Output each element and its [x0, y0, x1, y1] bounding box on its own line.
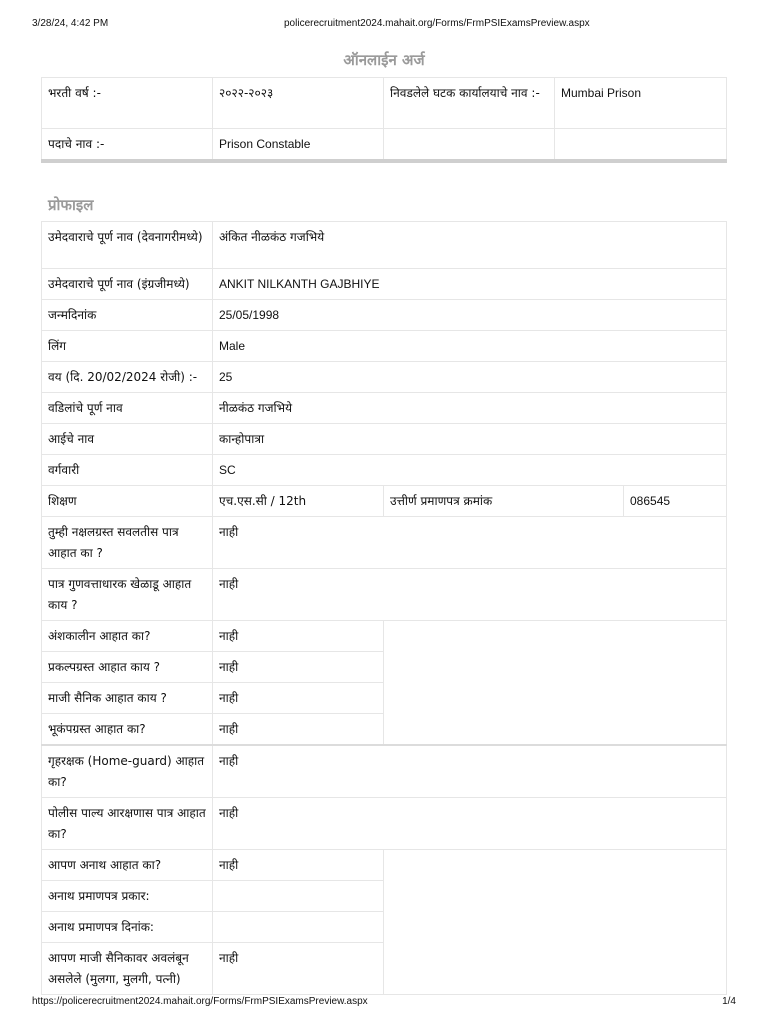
sports-label: पात्र गुणवत्ताधारक खेळाडू आहात काय ?	[42, 569, 213, 621]
ex-serviceman-label: माजी सैनिक आहात काय ?	[42, 683, 213, 714]
gender-value: Male	[213, 331, 727, 362]
unit-office-value: Mumbai Prison	[555, 78, 727, 129]
parttime-label: अंशकालीन आहात का?	[42, 621, 213, 652]
gender-label: लिंग	[42, 331, 213, 362]
education-label: शिक्षण	[42, 486, 213, 517]
recruitment-year-value: २०२२-२०२३	[213, 78, 384, 129]
print-datetime: 3/28/24, 4:42 PM	[32, 18, 109, 29]
category-label: वर्गवारी	[42, 455, 213, 486]
age-label: वय (दि. 20/02/2024 रोजी) :-	[42, 362, 213, 393]
father-name-value: नीळकंठ गजभिये	[213, 393, 727, 424]
print-header-url: policerecruitment2024.mahait.org/Forms/FrmPSIExamsPreview.aspx	[284, 18, 590, 29]
orphan-label: आपण अनाथ आहात का?	[42, 850, 213, 881]
earthquake-affected-label: भूकंपग्रस्त आहात का?	[42, 714, 213, 746]
homeguard-label: गृहरक्षक (Home-guard) आहात का?	[42, 745, 213, 798]
post-name-value: Prison Constable	[213, 129, 384, 162]
dob-value: 25/05/1998	[213, 300, 727, 331]
mother-name-label: आईचे नाव	[42, 424, 213, 455]
orphan-certificate-type-value	[213, 881, 384, 912]
naxal-label: तुम्ही नक्षलग्रस्त सवलतीस पात्र आहात का ?	[42, 517, 213, 569]
naxal-value: नाही	[213, 517, 727, 569]
sports-value: नाही	[213, 569, 727, 621]
ex-serviceman-value: नाही	[213, 683, 384, 714]
print-footer-url: https://policerecruitment2024.mahait.org/Forms/FrmPSIExamsPreview.aspx	[32, 996, 368, 1007]
orphan-certificate-date-label: अनाथ प्रमाणपत्र दिनांक:	[42, 912, 213, 943]
empty-cell	[384, 850, 727, 995]
certificate-no-label: उत्तीर्ण प्रमाणपत्र क्रमांक	[384, 486, 624, 517]
earthquake-affected-value: नाही	[213, 714, 384, 746]
orphan-certificate-type-label: अनाथ प्रमाणपत्र प्रकार:	[42, 881, 213, 912]
ex-serviceman-dependent-value: नाही	[213, 943, 384, 995]
name-devanagari-value: अंकित नीळकंठ गजभिये	[213, 222, 727, 269]
form-title: ऑनलाईन अर्ज	[343, 51, 425, 69]
recruitment-year-label: भरती वर्ष :-	[42, 78, 213, 129]
police-ward-label: पोलीस पाल्य आरक्षणास पात्र आहात का?	[42, 798, 213, 850]
post-name-label: पदाचे नाव :-	[42, 129, 213, 162]
unit-office-label: निवडलेले घटक कार्यालयाचे नाव :-	[384, 78, 555, 129]
empty-cell	[384, 621, 727, 746]
orphan-certificate-date-value	[213, 912, 384, 943]
parttime-value: नाही	[213, 621, 384, 652]
name-devanagari-label: उमेदवाराचे पूर्ण नाव (देवनागरीमध्ये)	[42, 222, 213, 269]
orphan-value: नाही	[213, 850, 384, 881]
project-affected-label: प्रकल्पग्रस्त आहात काय ?	[42, 652, 213, 683]
homeguard-value: नाही	[213, 745, 727, 798]
page-number: 1/4	[722, 996, 736, 1007]
mother-name-value: कान्होपात्रा	[213, 424, 727, 455]
education-value: एच.एस.सी / 12th	[213, 486, 384, 517]
name-english-value: ANKIT NILKANTH GAJBHIYE	[213, 269, 727, 300]
ex-serviceman-dependent-label: आपण माजी सैनिकावर अवलंबून असलेले (मुलगा, मुलगी, पत्नी)	[42, 943, 213, 995]
profile-section-title: प्रोफाइल	[48, 196, 94, 214]
empty-cell	[384, 129, 555, 162]
father-name-label: वडिलांचे पूर्ण नाव	[42, 393, 213, 424]
category-value: SC	[213, 455, 727, 486]
profile-table	[41, 221, 727, 995]
police-ward-value: नाही	[213, 798, 727, 850]
dob-label: जन्मदिनांक	[42, 300, 213, 331]
name-english-label: उमेदवाराचे पूर्ण नाव (इंग्रजीमध्ये)	[42, 269, 213, 300]
project-affected-value: नाही	[213, 652, 384, 683]
empty-cell	[555, 129, 727, 162]
age-value: 25	[213, 362, 727, 393]
certificate-no-value: 086545	[624, 486, 727, 517]
application-summary-table	[41, 77, 727, 163]
